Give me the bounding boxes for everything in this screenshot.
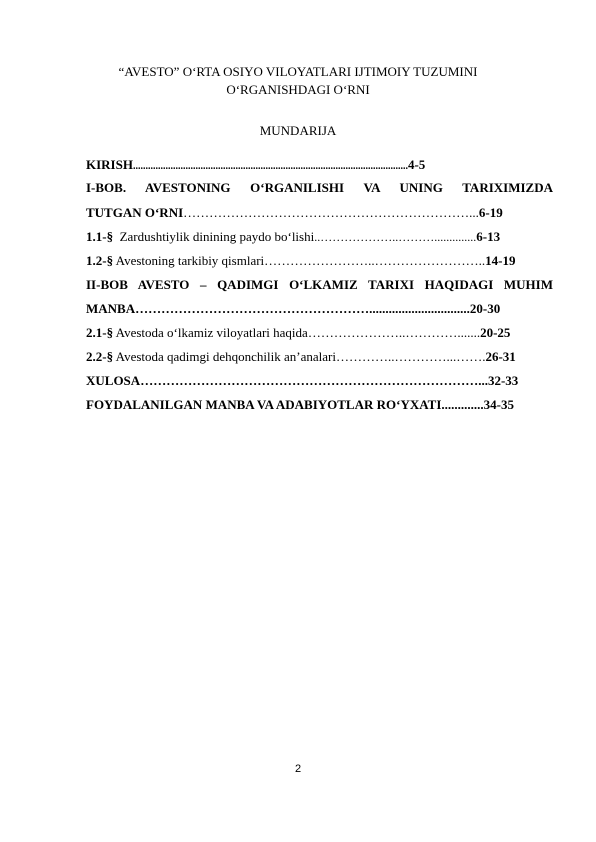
toc-entry-adabiyotlar xyxy=(86,397,553,413)
toc-entry-bob2-line1: II-BOB AVESTO – QADIMGI O‘LKAMIZ TARIXI HAQIDAGI MUHIM xyxy=(86,277,553,292)
toc-entry-1-1 xyxy=(86,229,553,245)
toc-entry-2-1 xyxy=(86,325,553,341)
document-title-line-1: “AVESTO” O‘RTA OSIYO VILOYATLARI IJTIMOIY TUZUMINI xyxy=(118,64,478,79)
toc-page-range: 20-30 xyxy=(469,301,501,316)
toc-entry-label: KIRISH xyxy=(86,157,133,172)
toc-page-range: 20-25 xyxy=(480,325,511,340)
toc-leader-dots: …………………………………………………………... xyxy=(183,205,479,220)
toc-entry-label: Avestoning tarkibiy qismlari xyxy=(115,253,265,268)
toc-leader-dots: ………………………………………………............................... xyxy=(135,301,470,316)
toc-page-range: 34-35 xyxy=(483,397,514,412)
toc-leader-dots: …………………..…………....... xyxy=(307,325,481,340)
toc-section-number: 1.1-§ xyxy=(86,229,114,244)
toc-section-number: 2.1-§ xyxy=(86,325,114,340)
toc-entry-bob1-line2 xyxy=(86,205,553,221)
toc-entry-label: XULOSA xyxy=(86,373,141,388)
toc-entry-1-2 xyxy=(86,253,553,269)
toc-page-range: 6-13 xyxy=(476,229,501,244)
toc-entry-2-2 xyxy=(86,349,553,365)
toc-leader-dots: ............. xyxy=(441,397,484,412)
toc-leader-dots: ..………………..……….............. xyxy=(314,230,477,244)
toc-entry-bob1-line1: I-BOB. AVESTONING O‘RGANILISHI VA UNING TARIXIMIZDA xyxy=(86,180,553,195)
toc-entry-label: Zardushtiylik dinining paydo bo‘lishi xyxy=(119,229,315,244)
toc-entry-kirish xyxy=(86,157,553,173)
toc-leader-dots: …………..…………...……. xyxy=(335,349,486,364)
page-number: 2 xyxy=(294,763,302,775)
toc-entry-bob2-line2 xyxy=(86,301,553,317)
toc-page-range: 4-5 xyxy=(407,157,426,172)
toc-heading: MUNDARIJA xyxy=(259,123,337,138)
toc-entry-label: MANBA xyxy=(86,301,136,316)
toc-page-range: 26-31 xyxy=(485,349,516,364)
toc-section-number: 2.2-§ xyxy=(86,349,114,364)
toc-entry-label: Avestoda o‘lkamiz viloyatlari haqida xyxy=(115,325,308,340)
toc-leader-dots: ……………………………………………………………………... xyxy=(140,373,488,388)
toc-page-range: 14-19 xyxy=(485,253,516,268)
toc-page-range: 6-19 xyxy=(478,205,503,220)
toc-entry-label: Avestoda qadimgi dehqonchilik an’analari xyxy=(115,349,336,364)
document-title-line-2: O‘RGANISHDAGI O‘RNI xyxy=(226,82,370,97)
toc-entry-xulosa xyxy=(86,373,553,389)
toc-section-number: 1.2-§ xyxy=(86,253,114,268)
toc-entry-label: TUTGAN O‘RNI xyxy=(86,205,184,220)
toc-leader-dots: .............................................................................................................. xyxy=(132,161,408,172)
toc-page-range: 32-33 xyxy=(487,373,519,388)
toc-leader-dots: ……………………..…………………….. xyxy=(264,253,486,268)
toc-entry-label: FOYDALANILGAN MANBA VA ADABIYOTLAR RO‘YXATI xyxy=(86,397,442,412)
